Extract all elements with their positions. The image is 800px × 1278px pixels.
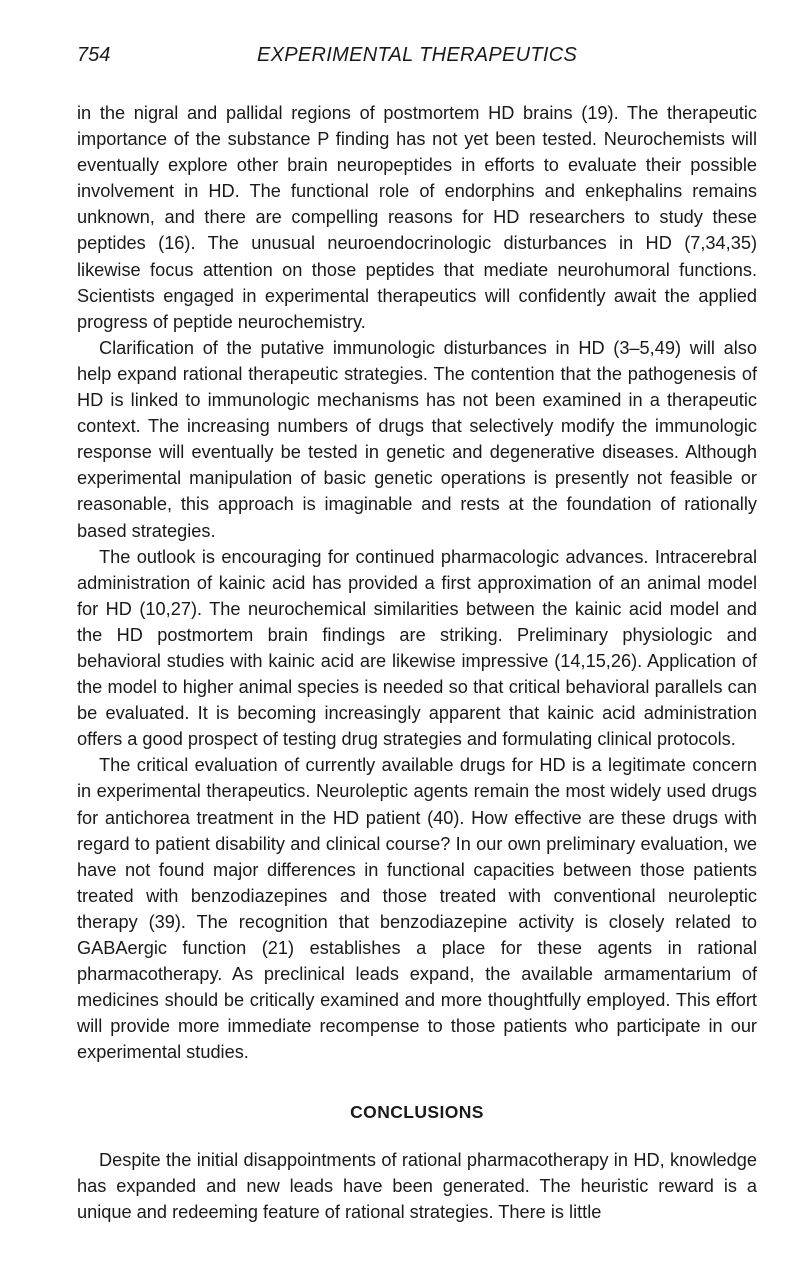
paragraph-immunologic: Clarification of the putative immunologic disturbances in HD (3–5,49) will also help expand rational therapeutic strategies. The contention that the pathogenesis of HD is linked to immunologic mechanisms has not been examined in a therapeutic context. The increasing numbers of drugs that selectively modify the immunologic response will eventually be tested in genetic and degenerative diseases. Although experimental manipulation of basic genetic operations is presently not feasible or reasonable, this approach is imaginable and rests at the foundation of rationally based strategies.	[77, 337, 757, 541]
paragraph-drug-evaluation: The critical evaluation of currently available drugs for HD is a legitimate concern in experimental therapeutics. Neuroleptic agents remain the most widely used drugs for antichorea treatment in the HD patient (40). How effective are these drugs with regard to patient disability and clinical course? In our own preliminary evaluation, we have not found major differences in functional capacities between those patients treated with benzodiazepines and those treated with conventional neuroleptic therapy (39). The recognition that benzodiazepine activity is closely related to GABAergic function (21) establishes a place for these agents in rational pharmacotherapy. As preclinical leads expand, the available armamentarium of medicines should be critically examined and more thoughtfully employed. This effort will provide more immediate recompense to those patients who participate in our experimental studies.	[77, 755, 757, 1063]
running-title: EXPERIMENTAL THERAPEUTICS	[257, 44, 578, 66]
paragraph-peptides: in the nigral and pallidal regions of postmortem HD brains (19). The therapeutic importance of the substance P finding has not yet been tested. Neurochemists will eventually explore other brain neuropeptides in efforts to evaluate their possible involvement in HD. The functional role of endorphins and enkephalins remains unknown, and there are compelling reasons for HD researchers to study these peptides (16). The unusual neuroendocrinologic disturbances in HD (7,34,35) likewise focus attention on those peptides that mediate neurohumoral functions. Scientists engaged in experimental therapeutics will confidently await the applied progress of peptide neurochemistry.	[77, 103, 757, 332]
running-head	[77, 44, 757, 74]
page-number: 754	[77, 44, 111, 66]
body-text	[77, 100, 757, 1225]
paragraph-conclusions: Despite the initial disappointments of rational pharmacotherapy in HD, knowledge has expanded and new leads have been generated. The heuristic reward is a unique and redeeming feature of rational strategies. There is little	[77, 1149, 757, 1222]
paragraph-kainic-acid: The outlook is encouraging for continued pharmacologic advances. Intracerebral administration of kainic acid has provided a first approximation of an animal model for HD (10,27). The neurochemical similarities between the kainic acid model and the HD postmortem brain findings are striking. Preliminary physiologic and behavioral studies with kainic acid are likewise impressive (14,15,26). Application of the model to higher animal species is needed so that critical behavioral parallels can be evaluated. It is becoming increasingly apparent that kainic acid administration offers a good prospect of testing drug strategies and formulating clinical protocols.	[77, 546, 757, 750]
section-heading-conclusions: CONCLUSIONS	[350, 1102, 484, 1123]
